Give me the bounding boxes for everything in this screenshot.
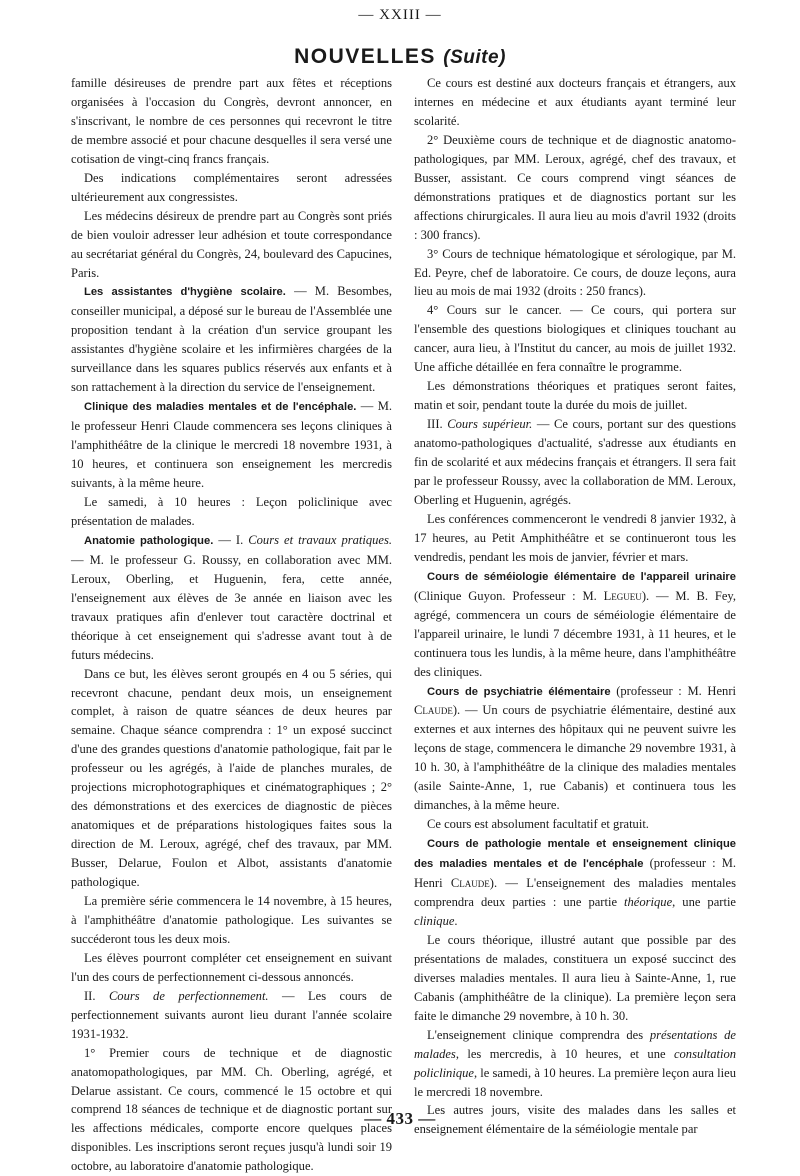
paragraph-text: — M. le professeur Henri Claude commencera ses leçons cliniques à l'amphithéâtre de la clinique le mercredi 18 novembre 1931, à 10 heures, et continuera son enseignement les mercredis suivants, à la même heure.	[71, 399, 392, 491]
paragraph-text: — I.	[213, 532, 249, 547]
paragraph-text: — Ce cours, portant sur des questions anatomo-pathologiques d'actualité, s'adresse aux étudiants en fin de scolarité et aux médecins français et étrangers. Il sera fait par le professeur Roussy, avec la collaboration de MM. Leroux, Oberling et Huguenin, agrégés.	[414, 417, 736, 507]
professor-name: Legueu	[603, 588, 642, 603]
paragraph-text: ). — Un cours de psychiatrie élémentaire, destiné aux externes et aux internes des hôpitaux qui ne peuvent suivre les leçons de stage, commencera le dimanche 29 novembre 1931, à 10 h. 30, à l'amphithéâtre de la clinique des maladies mentales (asile Sainte-Anne, 1, rue Cabanis) et continuera tous les dimanches, à la même heure.	[414, 703, 736, 813]
paragraph-text: II.	[84, 988, 109, 1003]
paragraph-text: ). — L'enseignement des maladies mentales comprendra deux parties : une partie	[414, 876, 736, 909]
paragraph: Ce cours est absolument facultatif et gratuit.	[427, 817, 649, 832]
right-column	[414, 74, 736, 1139]
paragraph	[414, 682, 736, 816]
paragraph-text: — Les cours de perfectionnement suivants auront lieu durant l'année scolaire 1931-1932.	[71, 988, 392, 1041]
run-in-heading: Anatomie pathologique.	[84, 534, 214, 547]
paragraph-text: ). — M. B. Fey, agrégé, commencera un cours de séméiologie élémentaire de l'appareil urinaire, le lundi 7 décembre 1931, à 11 heures, et le continuera tous les lundis, à la même heure, dans l'amphithéâtre des cliniques.	[414, 588, 736, 679]
paragraph	[414, 567, 736, 682]
run-in-heading: Cours de psychiatrie élémentaire	[427, 685, 611, 698]
run-in-heading: Cours de séméiologie élémentaire de l'appareil urinaire	[427, 570, 736, 583]
page-number: — 433 —	[364, 1109, 436, 1128]
paragraph: Les médecins désireux de prendre part au Congrès sont priés de bien vouloir adresser leur adhésion et toute correspondance au secrétariat général du Congrès, 24, boulevard des Capucines, Paris.	[71, 208, 392, 280]
paragraph	[414, 415, 736, 510]
paragraph: famille désireuses de prendre part aux fêtes et réceptions organisées à l'occasion du Congrès, devront annoncer, en s'inscrivant, le nombre de ces personnes qui recevront le titre de membre associé et pour chacune desquelles il sera versé une cotisation de vingt-cinq francs français.	[71, 76, 392, 166]
paragraph: Les élèves pourront compléter cet enseignement en suivant l'un des cours de perfectionnement ci-dessous annoncés.	[71, 950, 392, 984]
professor-name: Claude	[414, 703, 453, 718]
section-title-suite: (Suite)	[443, 47, 506, 68]
paragraph-text: , les mercredis, à 10 heures, et une	[455, 1046, 674, 1061]
paragraph: Les autres jours, visite des malades dans les salles et enseignement élémentaire de la séméiologie mentale par	[414, 1103, 736, 1137]
paragraph: 4° Cours sur le cancer. — Ce cours, qui portera sur l'ensemble des questions biologiques et cliniques touchant au cancer, aura lieu, à l'Institut du cancer, au mois de juillet 1932. Une affiche détaillée en fera connaître le programme.	[414, 303, 736, 375]
paragraph-text: (professeur : M. Henri	[414, 856, 736, 891]
paragraph: Le samedi, à 10 heures : Leçon policlinique avec présentation de malades.	[71, 494, 392, 528]
paragraph	[414, 834, 736, 931]
paragraph-text: (professeur : M. Henri	[610, 683, 736, 698]
paragraph-text: .	[454, 913, 458, 928]
paragraph	[71, 397, 392, 493]
professor-name: Claude	[450, 876, 490, 891]
italic-term: consultation policlinique	[414, 1046, 736, 1080]
paragraph: Le cours théorique, illustré autant que possible par des présentations de malades, constituera un exposé succinct des diverses maladies mentales. Il aura lieu à Sainte-Anne, 1, rue Cabanis (amphithéâtre de la clinique). La première leçon sera faite le dimanche 29 novembre, à 10 h. 30.	[414, 932, 736, 1023]
paragraph	[71, 531, 392, 665]
section-heading	[0, 45, 800, 69]
run-in-heading: Les assistantes d'hygiène scolaire.	[84, 286, 286, 299]
paragraph: La première série commencera le 14 novembre, à 15 heures, à l'amphithéâtre d'anatomie pathologique. Les suivantes se succéderont tous les deux mois.	[71, 893, 392, 946]
paragraph	[414, 1026, 736, 1102]
paragraph	[71, 987, 392, 1044]
paragraph-text: (Clinique Guyon. Professeur : M.	[414, 588, 604, 603]
run-in-heading: Cours de pathologie mentale et enseignement clinique des maladies mentales et de l'encéphale	[414, 838, 736, 871]
paragraph: 2° Deuxième cours de technique et de diagnostic anatomo-pathologiques, par MM. Leroux, agrégé, chef des travaux, et Busser, assistant. Ce cours comprend vingt séances de démonstrations pratiques et de diagnostics portant sur les affections chirurgicales. Il aura lieu au mois d'avril 1932 (droits : 300 francs).	[414, 132, 736, 242]
paragraph-text: III.	[427, 417, 448, 432]
left-column	[71, 74, 392, 1176]
run-in-heading: Clinique des maladies mentales et de l'encéphale.	[84, 401, 357, 414]
paragraph: Les conférences commenceront le vendredi 8 janvier 1932, à 17 heures, au Petit Amphithéâtre et se continueront tous les vendredis, pendant les mois de janvier, février et mars.	[414, 511, 736, 564]
paragraph: Dans ce but, les élèves seront groupés en 4 ou 5 séries, qui recevront chacune, pendant deux mois, un enseignement complet, à raison de quatre séances de deux heures par semaine. Chaque séance comprendra : 1° un exposé succinct d'une des grandes questions d'anatomie pathologique, fait par le professeur ou les agrégés, à l'aide de planches murales, de projections microphotographiques et cinématographiques ; 2° des démonstrations et des exercices de diagnostic de pièces anatomiques et de préparations histologiques faites sous la direction de M. Leroux, agrégé, chef des travaux, par MM. Busser, Delarue, Foulon et Albot, assistants d'anatomie pathologique.	[71, 666, 392, 890]
italic-term: théorique	[624, 894, 673, 909]
paragraph	[71, 282, 392, 397]
paragraph-text: — M. Besombes, conseiller municipal, a déposé sur le bureau de l'Assemblée une proposition tendant à la création d'un service groupant les assistantes d'hygiène scolaire et les infirmières chargées de la surveillance dans les squares publics réservés aux enfants et à son rattachement à la direction du service de l'enseignement.	[71, 284, 392, 395]
paragraph-text: , le samedi, à 10 heures. La première leçon aura lieu le mercredi 18 novembre.	[414, 1065, 736, 1099]
paragraph: Les démonstrations théoriques et pratiques seront faites, matin et soir, pendant toute la durée du mois de juillet.	[414, 379, 736, 413]
paragraph: 1° Premier cours de technique et de diagnostic anatomopathologiques, par MM. Ch. Oberling, agrégé, et Delarue assistant. Ce cours, commencé le 15 octobre et qui comprend 18 séances de technique et de diagnostic portant sur les affections médicales, comporte encore quelques places disponibles. Les inscriptions seront reçues jusqu'à lundi soir 19 octobre, au laboratoire d'anatomie pathologique.	[71, 1045, 392, 1174]
paragraph: Ce cours est destiné aux docteurs français et étrangers, aux internes en médecine et aux étudiants ayant terminé leur scolarité.	[414, 76, 736, 128]
page-roman-numeral: — XXIII —	[358, 7, 442, 23]
italic-term: présentations de malades	[414, 1027, 736, 1061]
italic-subheading: Cours supérieur.	[447, 417, 533, 432]
italic-subheading: Cours de perfectionnement.	[108, 988, 269, 1003]
section-title: NOUVELLES	[294, 45, 436, 68]
paragraph: 3° Cours de technique hématologique et sérologique, par M. Ed. Peyre, chef de laboratoire. Ce cours, de douze leçons, aura lieu au mois de mai 1932 (droits : 250 francs).	[414, 246, 736, 299]
italic-term: clinique	[414, 913, 455, 928]
paragraph-text: L'enseignement clinique comprendra des	[427, 1027, 650, 1042]
paragraph: Des indications complémentaires seront adressées ultérieurement aux congressistes.	[71, 170, 392, 204]
italic-subheading: Cours et travaux pratiques.	[248, 532, 392, 547]
paragraph-text: — M. le professeur G. Roussy, en collaboration avec MM. Leroux, Oberling, et Huguenin, fera, cette année, l'enseignement aux élèves de 3e année en liaison avec les travaux pratiques afin d'enlever tout caractère doctrinal et théorique à cet enseignement qui s'adresse avant tout à de futurs médecins.	[71, 552, 392, 662]
paragraph-text: , une partie	[672, 894, 736, 909]
